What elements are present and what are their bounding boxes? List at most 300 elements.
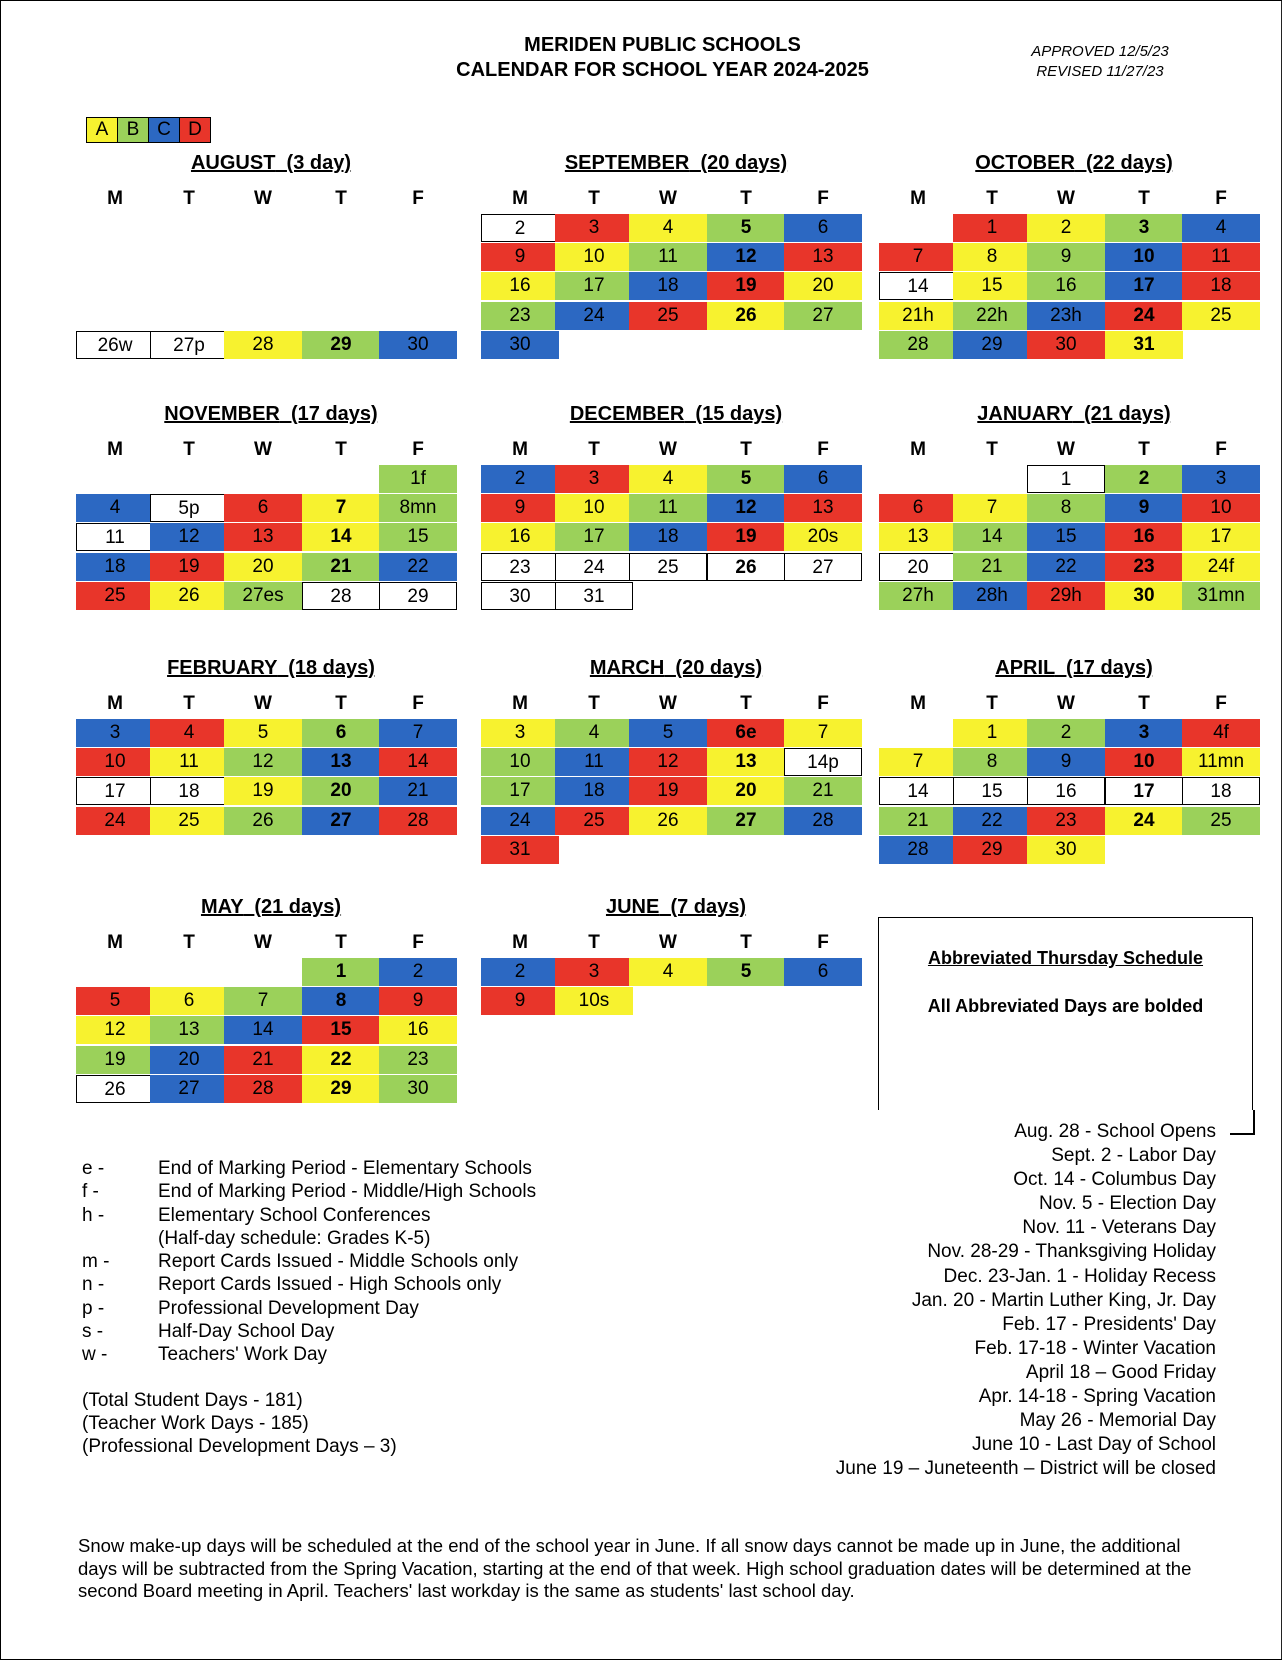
day-cell: 18 bbox=[1182, 777, 1260, 805]
day-cell: 28 bbox=[224, 331, 302, 359]
month-name: MAY bbox=[200, 896, 244, 918]
day-cell: 19 bbox=[76, 1046, 154, 1074]
day-cell: 10 bbox=[76, 748, 154, 776]
day-cell: 29 bbox=[953, 331, 1031, 359]
day-cell: 23 bbox=[481, 302, 559, 330]
day-cell: 2 bbox=[379, 958, 457, 986]
month-name: NOVEMBER bbox=[164, 403, 280, 425]
legend-row bbox=[82, 1204, 536, 1227]
day-cell: 22h bbox=[953, 302, 1031, 330]
weekday-header: M bbox=[107, 439, 123, 460]
day-cell: 9 bbox=[481, 494, 559, 522]
weekday-header: M bbox=[512, 439, 528, 460]
title-line-2: CALENDAR FOR SCHOOL YEAR 2024-2025 bbox=[456, 59, 869, 81]
holiday-list bbox=[836, 1120, 1216, 1481]
day-cell: 10 bbox=[1105, 243, 1183, 271]
weekday-header: T bbox=[986, 439, 998, 460]
legend-row bbox=[82, 1227, 536, 1250]
legend-row bbox=[82, 1343, 536, 1366]
day-cell: 1f bbox=[379, 465, 457, 493]
day-cell: 4 bbox=[629, 465, 707, 493]
month-title bbox=[76, 150, 466, 176]
day-cell: 30 bbox=[379, 1075, 457, 1103]
day-cell: 5 bbox=[76, 987, 154, 1015]
day-cell: 24 bbox=[555, 302, 633, 330]
day-cell: 31 bbox=[1105, 331, 1183, 359]
day-cell: 16 bbox=[481, 272, 559, 300]
holiday-item: Dec. 23-Jan. 1 - Holiday Recess bbox=[943, 1265, 1216, 1287]
legend-code: m - bbox=[82, 1251, 110, 1273]
day-cell: 28h bbox=[953, 582, 1031, 610]
day-cell: 15 bbox=[379, 523, 457, 551]
day-cell: 1 bbox=[953, 214, 1031, 242]
day-cell: 21h bbox=[879, 302, 957, 330]
day-cell: 16 bbox=[1105, 523, 1183, 551]
weekday-header: T bbox=[986, 188, 998, 209]
day-cell: 8mn bbox=[379, 494, 457, 522]
day-cell: 23 bbox=[1105, 553, 1183, 581]
day-cell: 3 bbox=[1105, 719, 1183, 747]
day-cell: 16 bbox=[1027, 272, 1105, 300]
day-cell: 3 bbox=[481, 719, 559, 747]
month-day-count: (7 days) bbox=[670, 896, 747, 918]
day-cell: 4 bbox=[1182, 214, 1260, 242]
holiday-item: Feb. 17-18 - Winter Vacation bbox=[974, 1337, 1216, 1359]
day-cell: 13 bbox=[784, 243, 862, 271]
weekday-header: T bbox=[335, 932, 347, 953]
weekday-header: W bbox=[1057, 439, 1075, 460]
day-cell: 31mn bbox=[1182, 582, 1260, 610]
day-cell: 31 bbox=[555, 582, 633, 610]
day-cell: 28 bbox=[784, 807, 862, 835]
day-cell: 18 bbox=[76, 553, 154, 581]
day-cell: 11 bbox=[1182, 243, 1260, 271]
day-cell: 24f bbox=[1182, 553, 1260, 581]
weekday-header: T bbox=[335, 693, 347, 714]
day-cell: 29h bbox=[1027, 582, 1105, 610]
weekday-header: F bbox=[817, 188, 829, 209]
day-cell: 12 bbox=[76, 1016, 154, 1044]
day-cell: 13 bbox=[707, 748, 785, 776]
day-cell: 14 bbox=[224, 1016, 302, 1044]
day-cell: 23 bbox=[379, 1046, 457, 1074]
weekday-header: W bbox=[254, 932, 272, 953]
day-cell: 28 bbox=[379, 807, 457, 835]
month-day-count: (3 day) bbox=[286, 152, 352, 174]
holiday-item: May 26 - Memorial Day bbox=[1019, 1410, 1216, 1432]
day-cell: 21 bbox=[953, 553, 1031, 581]
day-cell: 6 bbox=[784, 958, 862, 986]
weekday-header: T bbox=[335, 188, 347, 209]
day-cell: 19 bbox=[707, 272, 785, 300]
legend-row bbox=[82, 1250, 536, 1273]
day-cell: 27 bbox=[784, 553, 862, 581]
weekday-header: F bbox=[1215, 693, 1227, 714]
revised-date: REVISED 11/27/23 bbox=[1036, 63, 1164, 80]
legend-code bbox=[82, 1227, 158, 1250]
holiday-item: June 10 - Last Day of School bbox=[972, 1434, 1216, 1456]
day-cell: 9 bbox=[1027, 243, 1105, 271]
day-cell: 29 bbox=[302, 1075, 380, 1103]
day-cell: 29 bbox=[379, 582, 457, 610]
day-cell: 2 bbox=[1105, 465, 1183, 493]
day-cell: 4 bbox=[150, 719, 228, 747]
holiday-item: Jan. 20 - Martin Luther King, Jr. Day bbox=[911, 1289, 1216, 1311]
month-name: APRIL bbox=[995, 657, 1055, 679]
day-cell: 25 bbox=[1182, 302, 1260, 330]
day-cell: 26 bbox=[707, 553, 785, 581]
weekday-header: W bbox=[659, 693, 677, 714]
day-cell: 26 bbox=[707, 302, 785, 330]
holiday-item: Feb. 17 - Presidents' Day bbox=[1002, 1313, 1216, 1335]
day-cell: 6 bbox=[302, 719, 380, 747]
day-cell: 30 bbox=[1027, 836, 1105, 864]
day-cell: 30 bbox=[481, 331, 559, 359]
weekday-header: F bbox=[817, 932, 829, 953]
month-title bbox=[76, 401, 466, 427]
month-day-count: (17 days) bbox=[1066, 657, 1153, 679]
day-cell: 31 bbox=[481, 836, 559, 864]
day-cell: 3 bbox=[1182, 465, 1260, 493]
day-cell: 28 bbox=[879, 836, 957, 864]
box-connector bbox=[1253, 1110, 1255, 1134]
day-cell: 8 bbox=[302, 987, 380, 1015]
month-name: MARCH bbox=[589, 657, 665, 679]
legend-text: Professional Development Day bbox=[158, 1297, 419, 1319]
weekday-header: F bbox=[817, 439, 829, 460]
color-key bbox=[86, 117, 211, 143]
legend-row bbox=[82, 1157, 536, 1180]
day-cell: 5 bbox=[707, 958, 785, 986]
day-cell: 10s bbox=[555, 987, 633, 1015]
day-cell: 9 bbox=[379, 987, 457, 1015]
day-cell: 3 bbox=[555, 958, 633, 986]
weekday-header: T bbox=[588, 693, 600, 714]
day-cell: 22 bbox=[953, 807, 1031, 835]
weekday-header: T bbox=[588, 188, 600, 209]
day-cell: 4 bbox=[555, 719, 633, 747]
day-cell: 21 bbox=[302, 553, 380, 581]
day-cell: 29 bbox=[302, 331, 380, 359]
weekday-header: W bbox=[659, 439, 677, 460]
day-cell: 19 bbox=[224, 777, 302, 805]
totals bbox=[82, 1389, 397, 1458]
day-cell: 14p bbox=[784, 748, 862, 776]
weekday-header: T bbox=[183, 932, 195, 953]
legend-code: s - bbox=[82, 1321, 104, 1343]
day-cell: 12 bbox=[224, 748, 302, 776]
month-day-count: (21 days) bbox=[254, 896, 342, 918]
day-cell: 26 bbox=[224, 807, 302, 835]
weekday-header: M bbox=[107, 693, 123, 714]
day-cell: 10 bbox=[1105, 748, 1183, 776]
day-cell: 2 bbox=[1027, 719, 1105, 747]
legend-row bbox=[82, 1180, 536, 1203]
day-cell: 17 bbox=[1182, 523, 1260, 551]
weekday-header: W bbox=[1057, 693, 1075, 714]
day-cell: 12 bbox=[707, 243, 785, 271]
day-cell: 22 bbox=[302, 1046, 380, 1074]
weekday-header: M bbox=[512, 932, 528, 953]
day-cell: 23 bbox=[481, 553, 559, 581]
day-cell: 9 bbox=[481, 987, 559, 1015]
month-title bbox=[481, 894, 871, 920]
holiday-item: Nov. 5 - Election Day bbox=[1038, 1193, 1216, 1215]
day-cell: 12 bbox=[150, 523, 228, 551]
day-cell: 2 bbox=[481, 465, 559, 493]
day-cell: 1 bbox=[1027, 465, 1105, 493]
day-cell: 10 bbox=[481, 748, 559, 776]
day-cell: 5 bbox=[707, 214, 785, 242]
day-cell: 4 bbox=[629, 214, 707, 242]
day-cell: 3 bbox=[76, 719, 154, 747]
day-cell: 25 bbox=[1182, 807, 1260, 835]
weekday-header: F bbox=[817, 693, 829, 714]
day-cell: 20 bbox=[224, 553, 302, 581]
weekday-header: F bbox=[1215, 439, 1227, 460]
day-cell: 20s bbox=[784, 523, 862, 551]
day-cell: 13 bbox=[150, 1016, 228, 1044]
day-cell: 15 bbox=[1027, 523, 1105, 551]
weekday-header: W bbox=[254, 188, 272, 209]
month-title bbox=[879, 150, 1269, 176]
legend bbox=[82, 1157, 536, 1367]
month-name: OCTOBER bbox=[975, 152, 1075, 174]
day-cell: 17 bbox=[555, 272, 633, 300]
weekday-header: W bbox=[254, 439, 272, 460]
weekday-header: T bbox=[1138, 439, 1150, 460]
day-cell: 11 bbox=[555, 748, 633, 776]
legend-text: End of Marking Period - Middle/High Schools bbox=[158, 1181, 537, 1203]
key-c: C bbox=[149, 118, 180, 142]
legend-text: (Half-day schedule: Grades K-5) bbox=[158, 1227, 431, 1249]
day-cell: 24 bbox=[481, 807, 559, 835]
weekday-header: F bbox=[412, 932, 424, 953]
day-cell: 6 bbox=[784, 214, 862, 242]
legend-text: End of Marking Period - Elementary Schools bbox=[158, 1158, 532, 1179]
legend-text: Report Cards Issued - High Schools only bbox=[158, 1274, 502, 1296]
weekday-header: T bbox=[588, 932, 600, 953]
day-cell: 6e bbox=[707, 719, 785, 747]
day-cell: 18 bbox=[150, 777, 228, 805]
weekday-header: T bbox=[986, 693, 998, 714]
day-cell: 15 bbox=[302, 1016, 380, 1044]
month-day-count: (22 days) bbox=[1086, 152, 1173, 174]
day-cell: 11mn bbox=[1182, 748, 1260, 776]
day-cell: 17 bbox=[1105, 777, 1183, 805]
holiday-item: Nov. 28-29 - Thanksgiving Holiday bbox=[927, 1241, 1216, 1263]
weekday-header: M bbox=[910, 693, 926, 714]
weekday-header: T bbox=[183, 693, 195, 714]
day-cell: 15 bbox=[953, 272, 1031, 300]
day-cell: 14 bbox=[302, 523, 380, 551]
day-cell: 5 bbox=[224, 719, 302, 747]
day-cell: 5 bbox=[707, 465, 785, 493]
day-cell: 11 bbox=[150, 748, 228, 776]
day-cell: 11 bbox=[76, 523, 154, 551]
day-cell: 7 bbox=[224, 987, 302, 1015]
day-cell: 6 bbox=[224, 494, 302, 522]
weekday-header: F bbox=[1215, 188, 1227, 209]
day-cell: 16 bbox=[481, 523, 559, 551]
day-cell: 28 bbox=[224, 1075, 302, 1103]
day-cell: 29 bbox=[953, 836, 1031, 864]
day-cell: 25 bbox=[76, 582, 154, 610]
legend-row bbox=[82, 1320, 536, 1343]
holiday-item: Apr. 14-18 - Spring Vacation bbox=[978, 1386, 1216, 1408]
weekday-header: M bbox=[910, 439, 926, 460]
month-name: JUNE bbox=[605, 896, 660, 918]
day-cell: 7 bbox=[879, 748, 957, 776]
month-day-count: (21 days) bbox=[1083, 403, 1171, 425]
weekday-header: M bbox=[512, 693, 528, 714]
day-cell: 14 bbox=[879, 777, 957, 805]
weekday-header: T bbox=[1138, 693, 1150, 714]
weekday-header: T bbox=[335, 439, 347, 460]
day-cell: 30 bbox=[1105, 582, 1183, 610]
day-cell: 20 bbox=[879, 553, 957, 581]
weekday-header: T bbox=[183, 188, 195, 209]
legend-code: p - bbox=[82, 1297, 105, 1319]
legend-text: Report Cards Issued - Middle Schools only bbox=[158, 1251, 519, 1273]
footer-note: Snow make-up days will be scheduled at the end of the school year in June. If all snow days cannot be made up in June, the additional days will be subtracted from the Spring Vacation, starting at the end of that week. High school graduation dates will be determined at the second Board meeting in April. Teachers' last workday is the same as students' last school day. bbox=[78, 1535, 1192, 1601]
day-cell: 8 bbox=[953, 748, 1031, 776]
key-a: A bbox=[87, 118, 118, 142]
day-cell: 2 bbox=[481, 214, 559, 242]
day-cell: 27es bbox=[224, 582, 302, 610]
day-cell: 30 bbox=[379, 331, 457, 359]
day-cell: 24 bbox=[555, 553, 633, 581]
holiday-item: Nov. 11 - Veterans Day bbox=[1022, 1217, 1216, 1239]
weekday-header: M bbox=[107, 932, 123, 953]
day-cell: 13 bbox=[302, 748, 380, 776]
legend-code: h - bbox=[82, 1204, 105, 1226]
day-cell: 18 bbox=[629, 272, 707, 300]
day-cell: 28 bbox=[302, 582, 380, 610]
day-cell: 8 bbox=[953, 243, 1031, 271]
day-cell: 26 bbox=[150, 582, 228, 610]
month-day-count: (17 days) bbox=[290, 403, 378, 425]
day-cell: 5p bbox=[150, 494, 228, 522]
month-title bbox=[76, 655, 466, 681]
day-cell: 5 bbox=[629, 719, 707, 747]
total-line: (Professional Development Days – 3) bbox=[82, 1436, 397, 1457]
holiday-item: Oct. 14 - Columbus Day bbox=[1013, 1169, 1216, 1191]
day-cell: 19 bbox=[150, 553, 228, 581]
box-connector-tick bbox=[1230, 1133, 1255, 1135]
day-cell: 3 bbox=[1105, 214, 1183, 242]
day-cell: 12 bbox=[707, 494, 785, 522]
weekday-header: T bbox=[1138, 188, 1150, 209]
approved-date: APPROVED 12/5/23 bbox=[1031, 43, 1169, 60]
day-cell: 20 bbox=[784, 272, 862, 300]
day-cell: 21 bbox=[379, 777, 457, 805]
weekday-header: W bbox=[659, 188, 677, 209]
month-day-count: (15 days) bbox=[695, 403, 783, 425]
holiday-item: June 19 – Juneteenth – District will be closed bbox=[835, 1458, 1216, 1480]
total-line: (Total Student Days - 181) bbox=[82, 1390, 303, 1411]
month-title bbox=[481, 150, 871, 176]
month-day-count: (18 days) bbox=[288, 657, 375, 679]
day-cell: 4 bbox=[76, 494, 154, 522]
legend-code: f - bbox=[82, 1181, 99, 1203]
day-cell: 21 bbox=[224, 1046, 302, 1074]
day-cell: 13 bbox=[879, 523, 957, 551]
approval-info bbox=[1000, 42, 1200, 82]
day-cell: 21 bbox=[784, 777, 862, 805]
day-cell: 24 bbox=[1105, 302, 1183, 330]
day-cell: 27 bbox=[302, 807, 380, 835]
day-cell: 7 bbox=[784, 719, 862, 747]
day-cell: 19 bbox=[629, 777, 707, 805]
day-cell: 12 bbox=[629, 748, 707, 776]
weekday-header: F bbox=[412, 188, 424, 209]
day-cell: 24 bbox=[1105, 807, 1183, 835]
weekday-header: T bbox=[740, 932, 752, 953]
month-title bbox=[481, 655, 871, 681]
day-cell: 20 bbox=[707, 777, 785, 805]
abbreviated-schedule-title: Abbreviated Thursday Schedule bbox=[927, 948, 1204, 968]
day-cell: 18 bbox=[555, 777, 633, 805]
day-cell: 27h bbox=[879, 582, 957, 610]
day-cell: 9 bbox=[1027, 748, 1105, 776]
day-cell: 7 bbox=[379, 719, 457, 747]
holiday-item: Sept. 2 - Labor Day bbox=[1051, 1145, 1216, 1167]
day-cell: 16 bbox=[1027, 777, 1105, 805]
weekday-header: T bbox=[740, 188, 752, 209]
day-cell: 10 bbox=[555, 494, 633, 522]
day-cell: 6 bbox=[150, 987, 228, 1015]
legend-row bbox=[82, 1297, 536, 1320]
weekday-header: M bbox=[512, 188, 528, 209]
day-cell: 13 bbox=[784, 494, 862, 522]
month-title bbox=[76, 894, 466, 920]
day-cell: 16 bbox=[379, 1016, 457, 1044]
day-cell: 14 bbox=[879, 272, 957, 300]
weekday-header: T bbox=[740, 693, 752, 714]
day-cell: 17 bbox=[1105, 272, 1183, 300]
day-cell: 24 bbox=[76, 807, 154, 835]
day-cell: 28 bbox=[879, 331, 957, 359]
day-cell: 15 bbox=[953, 777, 1031, 805]
day-cell: 27p bbox=[150, 331, 228, 359]
day-cell: 25 bbox=[150, 807, 228, 835]
day-cell: 9 bbox=[1105, 494, 1183, 522]
day-cell: 11 bbox=[629, 494, 707, 522]
total-line: (Teacher Work Days - 185) bbox=[82, 1413, 309, 1434]
day-cell: 26 bbox=[629, 807, 707, 835]
day-cell: 27 bbox=[150, 1075, 228, 1103]
day-cell: 23 bbox=[1027, 807, 1105, 835]
day-cell: 2 bbox=[481, 958, 559, 986]
day-cell: 20 bbox=[302, 777, 380, 805]
page-title bbox=[330, 33, 995, 83]
day-cell: 22 bbox=[1027, 553, 1105, 581]
day-cell: 17 bbox=[555, 523, 633, 551]
day-cell: 18 bbox=[1182, 272, 1260, 300]
legend-text: Elementary School Conferences bbox=[158, 1204, 431, 1226]
weekday-header: W bbox=[254, 693, 272, 714]
holiday-item: April 18 – Good Friday bbox=[1025, 1361, 1216, 1383]
month-name: AUGUST bbox=[190, 152, 276, 174]
day-cell: 7 bbox=[879, 243, 957, 271]
weekday-header: T bbox=[183, 439, 195, 460]
day-cell: 21 bbox=[879, 807, 957, 835]
abbreviated-schedule-box bbox=[878, 917, 1253, 1110]
day-cell: 18 bbox=[629, 523, 707, 551]
day-cell: 26w bbox=[76, 331, 154, 359]
holiday-item: Aug. 28 - School Opens bbox=[1014, 1121, 1216, 1142]
